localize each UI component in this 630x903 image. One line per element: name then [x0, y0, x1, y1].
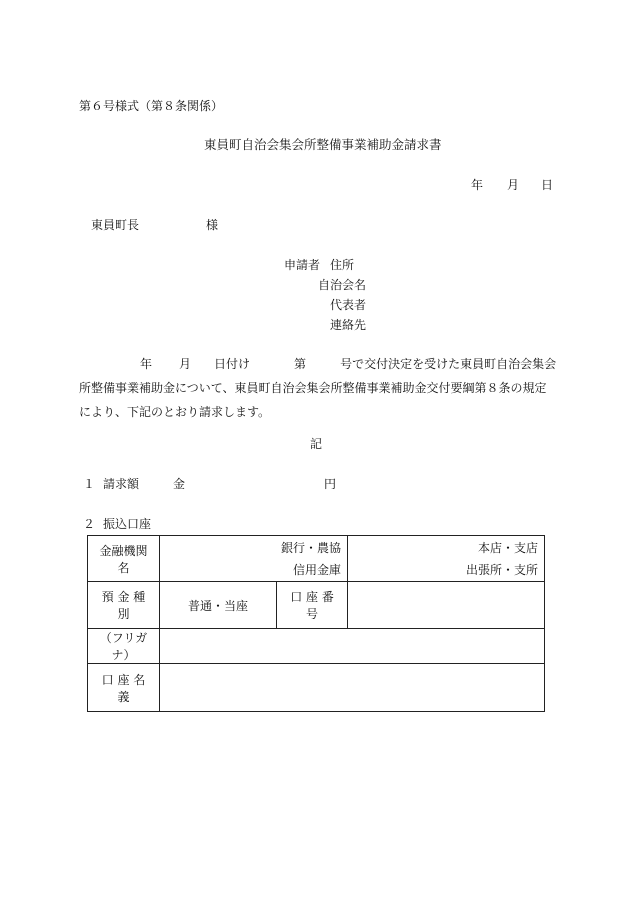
deposit-type-label: 預 金 種 別 — [88, 582, 160, 629]
item-2-number: ２ — [83, 517, 96, 531]
deposit-row — [88, 582, 545, 629]
date-month: 月 — [507, 178, 520, 192]
applicant-address-label: 住所 — [330, 258, 355, 272]
addressee-honorific: 様 — [206, 218, 219, 232]
item-1-yen: 円 — [324, 477, 337, 491]
date-day: 日 — [541, 178, 554, 192]
account-number-input[interactable] — [348, 582, 545, 629]
branch-name-cell[interactable] — [348, 536, 545, 582]
date-year: 年 — [471, 178, 484, 192]
addressee-name: 東員町長 — [91, 218, 140, 232]
item-2-label: 振込口座 — [103, 517, 152, 531]
body-month: 月 — [179, 357, 192, 371]
body-main-text: 号で交付決定を受けた東員町自治会集会所整備事業補助金について、東員町自治会集会所整備事業補助金交付要綱第８条の規定により、下記のとおり請求します。 — [79, 357, 557, 419]
form-number: 第６号様式（第８条関係） — [79, 99, 224, 113]
document-title: 東員町自治会集会所整備事業補助金請求書 — [204, 137, 442, 152]
branch-type-1: 本店・支店 — [478, 540, 539, 555]
applicant-representative-label: 代表者 — [330, 298, 367, 312]
deposit-type-value[interactable]: 普通・当座 — [160, 582, 277, 629]
bank-account-table — [87, 535, 545, 712]
institution-label: 金融機関名 — [88, 536, 160, 582]
bank-type-1: 銀行・農協 — [281, 540, 342, 555]
account-name-input[interactable] — [160, 664, 545, 712]
account-name-label: 口 座 名 義 — [88, 664, 160, 712]
body-dai: 第 — [294, 357, 307, 371]
furigana-row — [88, 629, 545, 664]
bank-type-2: 信用金庫 — [293, 562, 342, 577]
applicant-association-label: 自治会名 — [318, 278, 367, 292]
body-year: 年 — [140, 357, 153, 371]
body-date-suffix: 日付け — [214, 357, 251, 371]
item-1-number: １ — [83, 477, 96, 491]
account-number-label: 口 座 番 号 — [277, 582, 348, 629]
request-body-paragraph — [79, 352, 557, 424]
institution-row — [88, 536, 545, 582]
item-1-label: 請求額 — [103, 477, 140, 491]
account-name-row — [88, 664, 545, 712]
applicant-contact-label: 連絡先 — [330, 318, 367, 332]
applicant-label: 申請者 — [284, 258, 321, 272]
furigana-label: （フリガナ） — [88, 629, 160, 664]
bank-name-cell[interactable] — [160, 536, 348, 582]
ki-heading: 記 — [310, 437, 323, 451]
furigana-input[interactable] — [160, 629, 545, 664]
branch-type-2: 出張所・支所 — [466, 562, 539, 577]
item-1-kin: 金 — [173, 477, 186, 491]
